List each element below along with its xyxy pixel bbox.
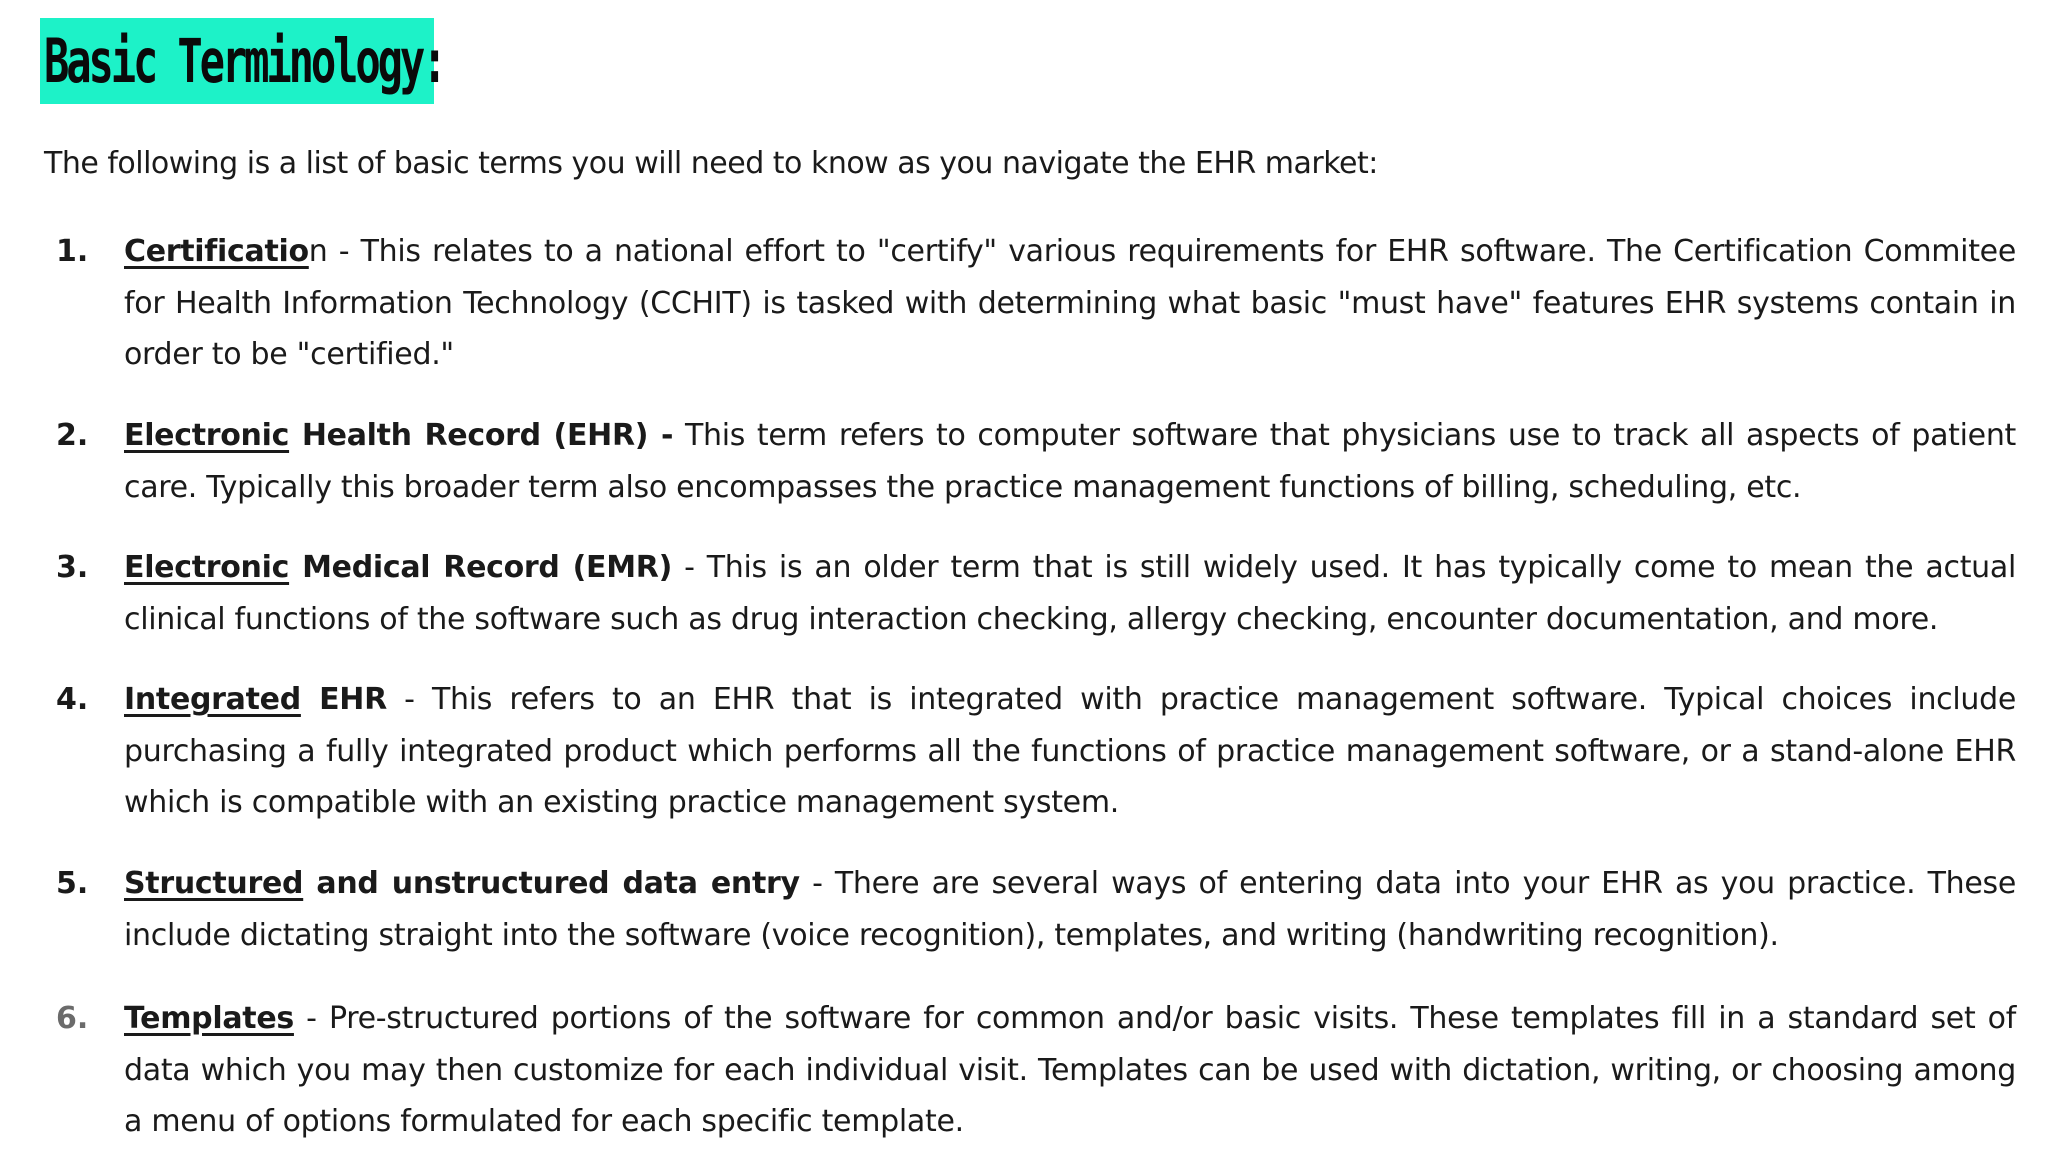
term-name-underlined: Certificatio	[124, 234, 309, 269]
page-title: Basic Terminology:	[44, 25, 445, 97]
term-body	[124, 410, 2016, 513]
title-highlight	[40, 18, 445, 104]
term-name-rest: and unstructured data entry	[303, 866, 800, 901]
term-name-underlined: Electronic	[124, 550, 290, 585]
term-name-underlined: Structured	[124, 866, 304, 901]
term-body	[124, 858, 2016, 961]
term-body	[124, 993, 2016, 1148]
term-name-underlined: Integrated	[124, 682, 301, 717]
term-name-underlined: Electronic	[124, 418, 290, 453]
term-definition: - There are several ways of entering data into your EHR as you practice. These include dictating straight into the software (voice recognition), templates, and writing (handwriting recognition).	[124, 866, 2016, 953]
term-definition: - This is an older term that is still widely used. It has typically come to mean the actual clinical functions of the software such as drug interaction checking, allergy checking, encounter documentation, and more.	[124, 550, 2016, 637]
term-number: 3.	[56, 550, 89, 585]
intro-text: The following is a list of basic terms you will need to know as you navigate the EHR market:	[44, 146, 1378, 181]
term-name-underlined: Templates	[124, 1001, 294, 1036]
term-name-rest: Health Record (EHR) -	[289, 418, 674, 453]
term-body	[124, 542, 2016, 645]
term-number: 1.	[56, 234, 89, 269]
term-name-rest: Medical Record (EMR)	[289, 550, 672, 585]
term-number: 4.	[56, 682, 89, 717]
term-definition: - Pre-structured portions of the software for common and/or basic visits. These templates fill in a standard set of data which you may then customize for each individual visit. Templates can be used with dictation, writing, or choosing among a menu of options formulated for each specific template.	[124, 1001, 2016, 1139]
term-number: 6.	[56, 1001, 89, 1036]
term-number: 2.	[56, 418, 89, 453]
term-definition: - This refers to an EHR that is integrated with practice management software. Typical choices include purchasing a fully integrated product which performs all the functions of practice management software, or a stand-alone EHR which is compatible with an existing practice management system.	[124, 682, 2016, 820]
term-definition: This term refers to computer software that physicians use to track all aspects of patient care. Typically this broader term also encompasses the practice management functions of billing, scheduling, etc.	[124, 418, 2017, 505]
term-name-rest: EHR	[300, 682, 387, 717]
term-number: 5.	[56, 866, 89, 901]
term-body	[124, 226, 2016, 381]
term-definition: n - This relates to a national effort to "certify" various requirements for EHR software. The Certification Commitee for Health Information Technology (CCHIT) is tasked with determining what basic "must have" features EHR systems contain in order to be "certified."	[124, 234, 2016, 372]
term-body	[124, 674, 2016, 829]
